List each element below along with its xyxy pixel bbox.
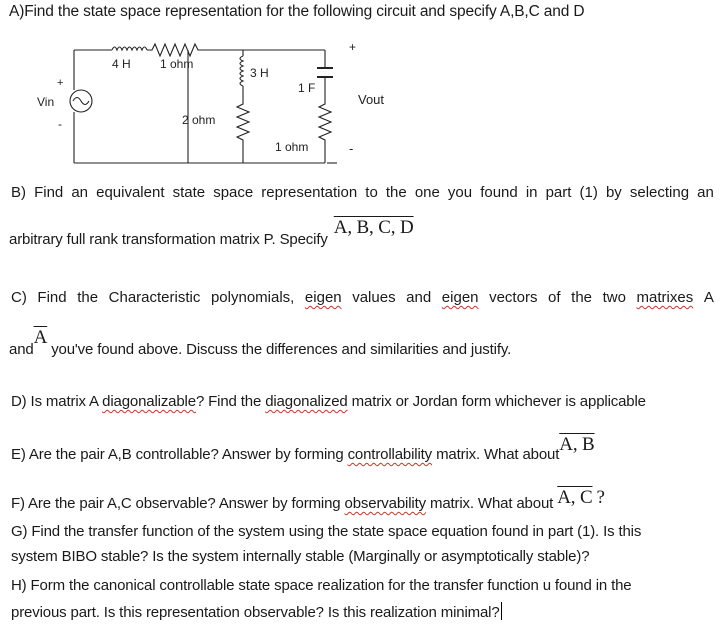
math-a-bar: $\overline{A}$ <box>33 327 48 348</box>
question-d-mid: ? Find the <box>195 393 262 410</box>
word: eigen <box>304 289 342 306</box>
word-diagonalizable: diagonalizable <box>102 393 196 410</box>
math-ac-bar: A, C <box>557 487 593 508</box>
word: A <box>703 289 714 306</box>
word: an <box>71 184 89 201</box>
inductor-3h <box>240 56 243 86</box>
question-d-pre: D) Is matrix A <box>11 393 99 410</box>
question-c-line1 <box>11 289 714 306</box>
resistor-1ohm-right <box>319 100 331 163</box>
word: B) <box>11 184 26 201</box>
label-1ohm-right: 1 ohm <box>275 140 309 154</box>
word: in <box>525 184 538 201</box>
word: one <box>414 184 440 201</box>
question-e-pre: E) Are the pair A,B controllable? Answer by forming <box>11 446 344 463</box>
question-e <box>11 434 595 465</box>
word: values <box>352 289 396 306</box>
label-vout-plus: + <box>349 40 357 54</box>
question-d <box>11 393 646 410</box>
question-b-line2 <box>9 217 414 250</box>
inductor-4h <box>112 47 147 50</box>
word: to <box>365 184 378 201</box>
label-1ohm-top: 1 ohm <box>160 57 194 71</box>
word: selecting <box>629 184 690 201</box>
word: eigen <box>441 289 479 306</box>
resistor-2ohm <box>237 100 249 163</box>
word: (1) <box>579 184 598 201</box>
word: matrixes <box>636 289 694 306</box>
math-question-mark: ? <box>596 487 605 508</box>
label-vin-minus: - <box>58 117 62 131</box>
question-f-pre: F) Are the pair A,C observable? Answer by forming <box>11 495 341 512</box>
word: part <box>545 184 572 201</box>
word: you <box>447 184 473 201</box>
word: the <box>385 184 407 201</box>
word: polynomials, <box>210 289 295 306</box>
label-vin: Vin <box>37 95 55 109</box>
question-b-text: arbitrary full rank transformation matrix P. Specify <box>9 231 328 248</box>
question-g-line1: G) Find the transfer function of the system using the state space equation found in part (1). Is this <box>11 523 642 540</box>
question-h-line2-text: previous part. Is this representation observable? Is this realization minimal? <box>11 604 500 621</box>
voltage-source-icon <box>70 90 92 112</box>
question-h-line1: H) Form the canonical controllable state space realization for the transfer function u found in the <box>11 577 632 594</box>
question-h-line2 <box>11 602 502 621</box>
question-c-rest: you've found above. Discuss the differences and similarities and justify. <box>51 341 512 358</box>
question-c-line2 <box>9 327 512 360</box>
question-d-post: matrix or Jordan form whichever is applicable <box>351 393 646 410</box>
question-b-line1 <box>11 184 714 201</box>
question-e-post: matrix. What about <box>436 446 560 463</box>
word: Find <box>34 184 64 201</box>
word: an <box>697 184 714 201</box>
text-cursor <box>501 602 502 620</box>
word: and <box>406 289 432 306</box>
question-c-and: and <box>9 341 34 358</box>
label-1f: 1 F <box>298 81 316 95</box>
math-abcd-bar: A, B, C, D <box>333 217 414 238</box>
label-2ohm: 2 ohm <box>182 113 216 127</box>
word: Characteristic <box>108 289 201 306</box>
word-observability: observability <box>344 495 426 512</box>
word: vectors <box>489 289 538 306</box>
label-vin-plus: + <box>57 77 64 89</box>
word: Find <box>37 289 67 306</box>
word-diagonalized: diagonalized <box>265 393 348 410</box>
word: C) <box>11 289 27 306</box>
word: found <box>480 184 518 201</box>
word: space <box>213 184 254 201</box>
label-vout-minus: - <box>349 141 354 156</box>
label-3h: 3 H <box>250 66 269 80</box>
label-vout: Vout <box>358 92 385 107</box>
question-f <box>11 487 605 514</box>
word: the <box>77 289 99 306</box>
question-g-line2: system BIBO stable? Is the system internally stable (Marginally or asymptotically stable)? <box>11 548 590 565</box>
word: of <box>548 289 561 306</box>
word: state <box>172 184 206 201</box>
word: by <box>605 184 622 201</box>
circuit-diagram <box>0 0 727 180</box>
label-4h: 4 H <box>112 57 131 71</box>
word: equivalent <box>96 184 165 201</box>
word: the <box>571 289 593 306</box>
word: two <box>602 289 626 306</box>
question-a-title: A)Find the state space representation for the following circuit and specify A,B,C and D <box>9 3 585 20</box>
word: representation <box>261 184 358 201</box>
math-ab-bar: A, B <box>559 434 595 455</box>
word-controllability: controllability <box>347 446 433 463</box>
question-f-post: matrix. What about <box>429 495 554 512</box>
resistor-1ohm-top <box>147 44 205 56</box>
